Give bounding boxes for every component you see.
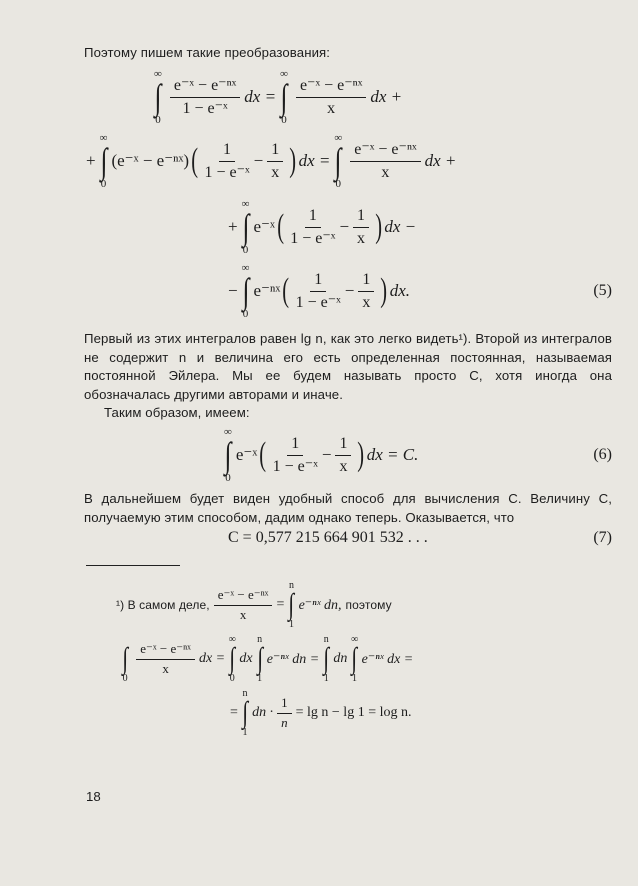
math-text: e⁻ˣ — [253, 217, 275, 237]
footnote-line-2-row — [84, 634, 612, 684]
integral-icon: ∞ ∫ 0 — [334, 132, 343, 191]
integral-icon: n ∫ 1 — [288, 580, 295, 631]
fraction-denominator: x — [327, 99, 336, 117]
math-text: dx = — [298, 151, 331, 171]
footnote-text: поэтому — [345, 598, 392, 613]
integral-icon: ∞ ∫ 0 — [224, 426, 232, 485]
paragraph-2: В дальнейшем будет виден удобный способ для вычисления C. Величину C, получаемую этим способом, дадим однако теперь. Оказывается, что — [84, 491, 612, 525]
integral-icon: ∞ ∫ 0 — [241, 198, 250, 257]
equation-number-7: (7) — [593, 529, 612, 547]
fraction-denominator: 1 − e⁻ˣ — [182, 99, 228, 117]
integral-icon: n ∫ 1 — [323, 634, 330, 685]
integral-icon: ∞ ∫ 0 — [241, 262, 250, 321]
equation-6: ∞ ∫ 0 e⁻ˣ ( $\frac{1}{\text{1 − e⁻ˣ}}$ − $\frac{1}{x}$ ) dx = C. — [224, 426, 419, 485]
math-text: + — [86, 151, 96, 171]
footnote-line-3-row — [84, 688, 612, 738]
math-text: dx = — [244, 87, 277, 107]
footnote-line-3: = n ∫ 1 dn · $\frac{1}{n}$ = lg n − lg 1 = log n. — [230, 688, 412, 739]
equation-4-row — [84, 262, 612, 320]
math-text: dx + — [370, 87, 403, 107]
math-text: e⁻ˣ — [235, 445, 258, 465]
integral-icon: ∞ ∫ 0 — [99, 132, 108, 191]
integral-icon: n ∫ 1 — [256, 634, 263, 685]
equation-number-6: (6) — [593, 446, 612, 464]
integral-icon: n ∫ 1 — [242, 688, 248, 739]
page-number: 18 — [86, 789, 101, 805]
math-text: (e⁻ˣ − e⁻ⁿˣ) — [111, 151, 190, 171]
footnote — [84, 580, 612, 738]
paragraph-1b: Таким образом, имеем: — [104, 405, 250, 421]
equation-7-row — [84, 529, 612, 547]
equation-1-row — [84, 68, 612, 126]
integral-icon: ∞ ∫ 0 — [228, 634, 236, 685]
math-text: dx + — [424, 151, 457, 171]
math-text: + — [228, 217, 238, 237]
equation-3-row — [84, 198, 612, 256]
equation-2-row — [84, 132, 612, 190]
equation-number-5: (5) — [593, 282, 612, 300]
math-text: − — [228, 281, 238, 301]
math-text: dx. — [389, 281, 411, 301]
equation-2: + ∞ ∫ 0 (e⁻ˣ − e⁻ⁿˣ) ( $\frac{1}{\text{1 − e⁻ˣ}}$ − $\frac{1}{x}$ ) dx = ∞ ∫ 0 $\frac{\text{e⁻ˣ − e⁻ⁿˣ}}{x}$ dx + — [86, 132, 457, 191]
footnote-line-1-row — [84, 580, 612, 630]
equation-6-row — [84, 426, 612, 484]
equation-7: C = 0,577 215 664 901 532 . . . — [228, 529, 428, 547]
intro-text: Поэтому пишем такие преобразования: — [84, 45, 331, 60]
integral-icon: ∞ ∫ 0 — [280, 68, 288, 127]
footnote-rule — [86, 565, 180, 566]
math-text: dx = C. — [366, 445, 419, 465]
fraction-numerator: e⁻ˣ − e⁻ⁿˣ — [170, 77, 240, 98]
footnote-line-1: ¹) В самом деле, $\frac{\text{e⁻ˣ − e⁻ⁿˣ}}{x}$ = n ∫ 1 e⁻ⁿˣ dn, поэтому — [116, 580, 392, 631]
integral-icon: ∞ ∫ 0 — [154, 68, 162, 127]
math-text: e⁻ⁿˣ dn, — [298, 597, 342, 613]
math-text: dx − — [384, 217, 417, 237]
equation-3: + ∞ ∫ 0 e⁻ˣ ( $\frac{1}{\text{1 − e⁻ˣ}}$ − $\frac{1}{x}$ ) dx − — [228, 198, 417, 257]
math-text: − — [253, 151, 264, 171]
footnote-line-2: ∫ 0 $\frac{\text{e⁻ˣ − e⁻ⁿˣ}}{x}$ dx = ∞ ∫ 0 dx n ∫ 1 e⁻ⁿˣ dn = n ∫ 1 dn ∞ ∫ 1 e⁻ⁿˣ dx = — [122, 634, 414, 685]
paragraph-1: Первый из этих интегралов равен lg n, как это легко видеть¹). Второй из интегралов не содержит n и величина его есть определенная постоянная, называемая постоянной Эйлера. Мы ее будем называть просто C, хотя иногда она обозначалась другими авторами и иначе. — [84, 331, 612, 402]
integral-icon: ∞ ∫ 1 — [350, 634, 359, 685]
fraction-numerator: e⁻ˣ − e⁻ⁿˣ — [296, 77, 366, 98]
equation-4: − ∞ ∫ 0 e⁻ⁿˣ ( $\frac{1}{\text{1 − e⁻ˣ}}$ − $\frac{1}{x}$ ) dx. — [228, 262, 411, 321]
math-text: e⁻ⁿˣ — [253, 281, 281, 301]
integral-icon: ∫ 0 — [122, 642, 128, 685]
footnote-mark: ¹) В самом деле, — [116, 598, 210, 613]
equation-1 — [150, 68, 402, 126]
